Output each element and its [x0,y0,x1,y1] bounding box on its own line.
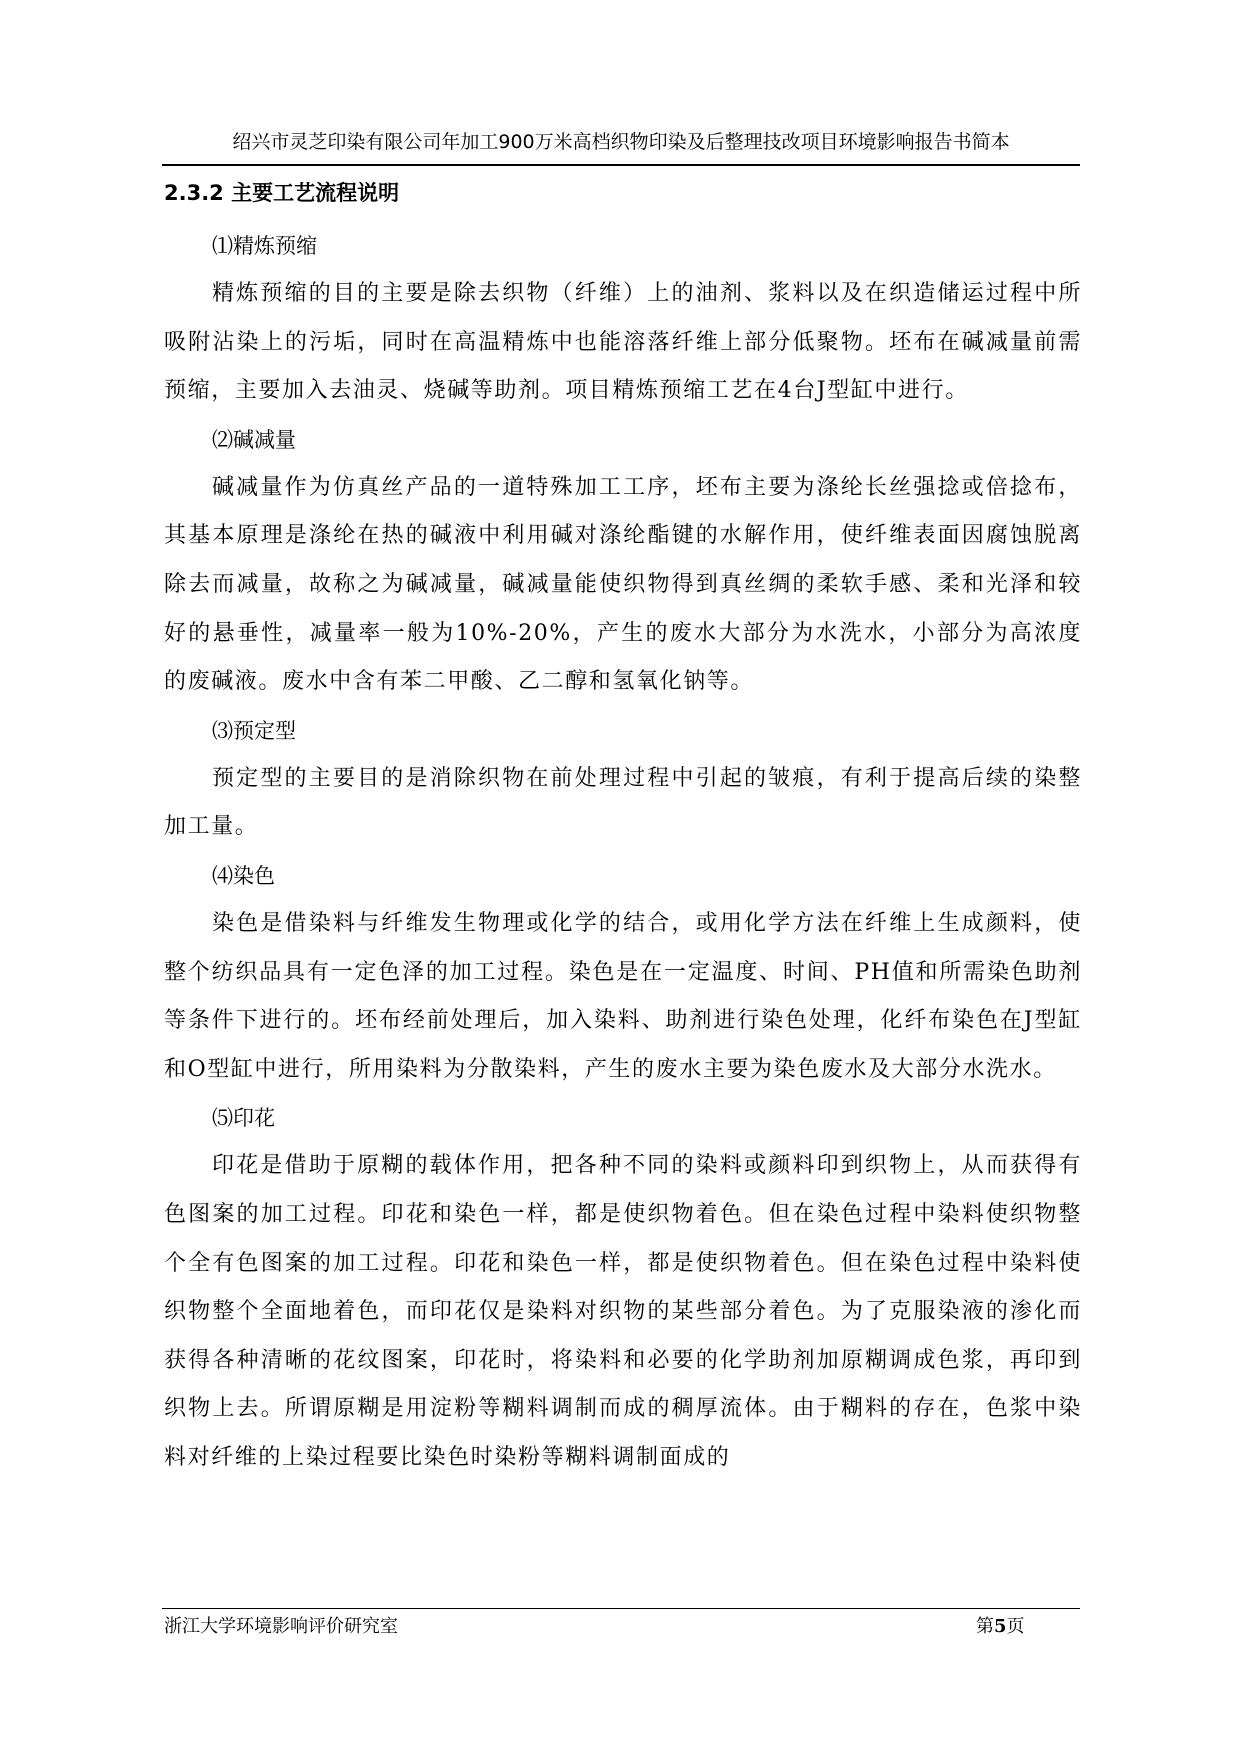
step-heading: ⑵碱减量 [212,427,296,452]
step-refining [164,222,1082,416]
step-heading: ⑸印花 [212,1106,275,1131]
footer-divider [162,1608,1080,1609]
step-heading: ⑷染色 [212,863,275,888]
page-suffix: 页 [1006,1616,1025,1637]
step-paragraph: 预定型的主要目的是消除织物在前处理过程中引起的皱痕，有利于提高后续的染整加工量。 [164,765,1082,840]
page-number [976,1615,1025,1639]
step-dyeing [164,852,1082,1094]
step-presetting [164,707,1082,852]
page-header-title: 绍兴市灵芝印染有限公司年加工900万米高档织物印染及后整理技改项目环境影响报告书简本 [232,131,1010,153]
step-heading: ⑴精炼预缩 [212,234,317,258]
step-paragraph: 印花是借助于原糊的载体作用，把各种不同的染料或颜料印到织物上，从而获得有色图案的加工过程。印花和染色一样，都是使织物着色。但在染色过程中染料使织物整个全有色图案的加工过程。印花和染色一样，都是使织物着色。但在染色过程中染料使织物整个全面地着色，而印花仅是染料对织物的某些部分着色。为了克服染液的渗化而获得各种清晰的花纹图案，印花时，将染料和必要的化学助剂加原糊调成色浆，再印到织物上去。所谓原糊是用淀粉等糊料调制而成的稠厚流体。由于糊料的存在，色浆中染料对纤维的上染过程要比染色时染粉等糊料调制面成的 [164,1153,1082,1470]
step-paragraph: 碱减量作为仿真丝产品的一道特殊加工工序，坯布主要为涤纶长丝强捻或倍捻布，其基本原理是涤纶在热的碱液中利用碱对涤纶酯键的水解作用，使纤维表面因腐蚀脱离除去而减量，故称之为碱减量，碱减量能使织物得到真丝绸的柔软手感、柔和光泽和较好的悬垂性，减量率一般为10%-20%，产生的废水大部分为水洗水，小部分为高浓度的废碱液。废水中含有苯二甲酸、乙二醇和氢氧化钠等。 [164,474,1082,695]
step-alkali-reduction [164,416,1082,707]
page-prefix: 第 [976,1616,994,1637]
step-paragraph: 染色是借染料与纤维发生物理或化学的结合，或用化学方法在纤维上生成颜料，使整个纺织品具有一定色泽的加工过程。染色是在一定温度、时间、PH值和所需染色助剂等条件下进行的。坯布经前处理后，加入染料、助剂进行染色处理，化纤布染色在J型缸和O型缸中进行，所用染料为分散染料，产生的废水主要为染色废水及大部分水洗水。 [164,910,1082,1082]
step-printing [164,1094,1082,1482]
section-title: 2.3.2 主要工艺流程说明 [164,181,400,205]
page-number-value: 5 [994,1616,1007,1637]
header-divider [162,164,1080,166]
step-paragraph: 精炼预缩的目的主要是除去织物（纤维）上的油剂、浆料以及在织造储运过程中所吸附沾染上的污垢，同时在高温精炼中也能溶落纤维上部分低聚物。坯布在碱减量前需预缩，主要加入去油灵、烧碱等助剂。项目精炼预缩工艺在4台J型缸中进行。 [164,281,1082,404]
step-heading: ⑶预定型 [212,718,296,743]
document-body [164,222,1082,1482]
footer-organization: 浙江大学环境影响评价研究室 [164,1616,398,1637]
